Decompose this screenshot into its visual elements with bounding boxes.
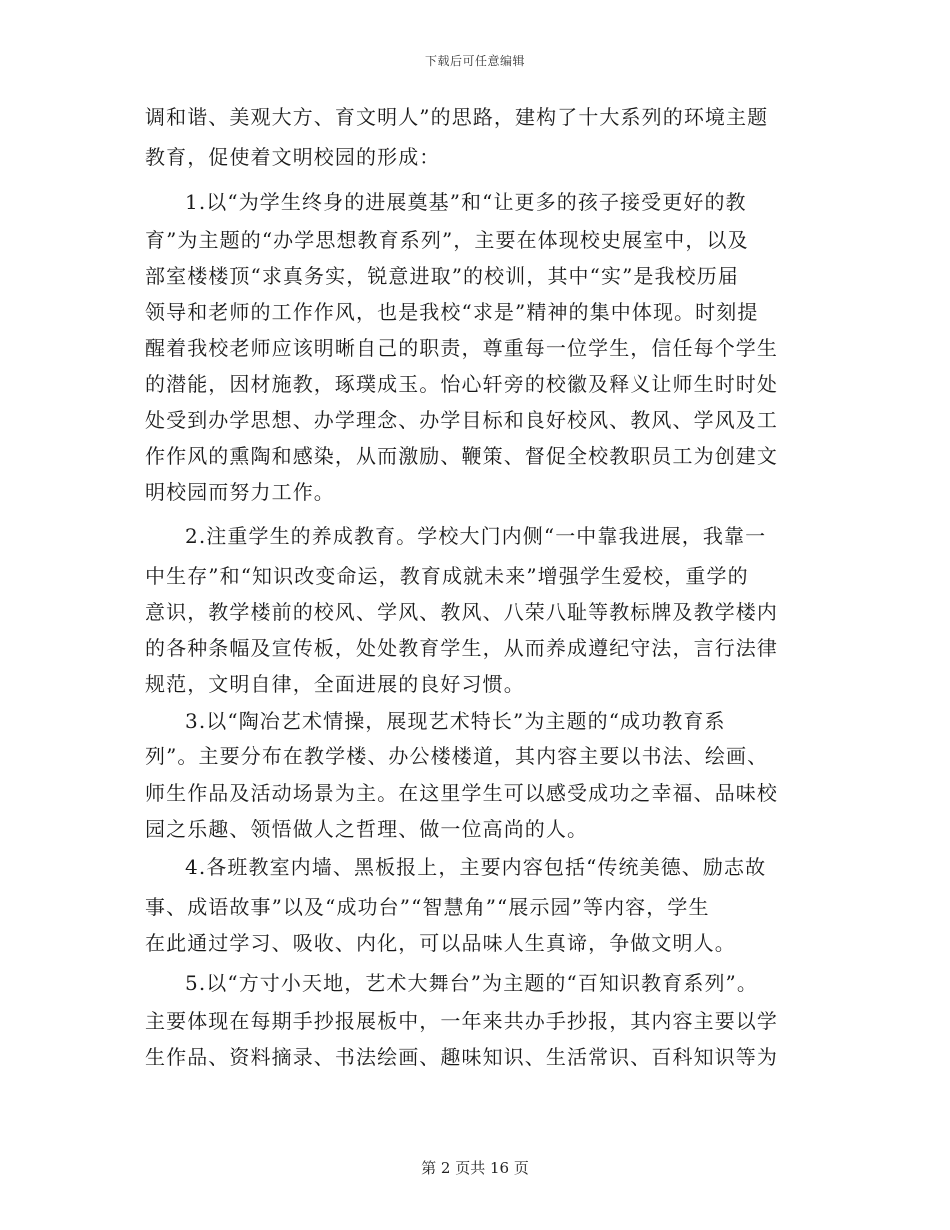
text-line: 中生存”和“知识改变命运，教育成就未来”增强学生爱校，重学的 — [145, 564, 749, 588]
text-line: 教育，促使着文明校园的形成： — [145, 145, 441, 169]
text-line: 生作品、资料摘录、书法绘画、趣味知识、生活常识、百科知识等为 — [145, 1045, 778, 1069]
text-line: 列”。主要分布在教学楼、办公楼楼道，其内容主要以书法、绘画、 — [145, 744, 769, 768]
text-line: 作作风的熏陶和感染，从而激励、鞭策、督促全校教职员工为创建文 — [145, 444, 778, 468]
page-header: 下载后可任意编辑 — [424, 54, 525, 68]
text-line: 的潜能，因材施教，琢璞成玉。怡心轩旁的校徽及释义让师生时时处 — [145, 372, 778, 396]
text-line: 师生作品及活动场景为主。在这里学生可以感受成功之幸福、品味校 — [145, 781, 778, 805]
text-line: 调和谐、美观大方、育文明人”的思路，建构了十大系列的环境主题 — [145, 105, 769, 129]
text-line: 在此通过学习、吸收、内化，可以品味人生真谛，争做文明人。 — [145, 931, 736, 955]
text-line: 育”为主题的“办学思想教育系列”，主要在体现校史展室中，以及 — [145, 228, 749, 252]
text-line: 4.各班教室内墙、黑板报上，主要内容包括“传统美德、励志故 — [185, 855, 767, 879]
text-line: 园之乐趣、领悟做人之哲理、做一位高尚的人。 — [145, 817, 589, 841]
text-line: 领导和老师的工作作风，也是我校“求是”精神的集中体现。时刻提 — [145, 300, 759, 324]
text-line: 1.以“为学生终身的进展奠基”和“让更多的孩子接受更好的教 — [185, 190, 747, 214]
text-line: 主要体现在每期手抄报展板中，一年来共办手抄报，其内容主要以学 — [145, 1009, 778, 1033]
text-line: 意识，教学楼前的校风、学风、教风、八荣八耻等教标牌及教学楼内 — [145, 600, 778, 624]
text-line: 规范，文明自律，全面进展的良好习惯。 — [145, 672, 525, 696]
text-line: 3.以“陶冶艺术情操，展现艺术特长”为主题的“成功教育系 — [185, 709, 726, 733]
text-line: 处受到办学思想、办学理念、办学目标和良好校风、教风、学风及工 — [145, 408, 778, 432]
page-footer: 第 2 页共 16 页 — [421, 1159, 529, 1177]
text-line: 明校园而努力工作。 — [145, 480, 335, 504]
text-line: 醒着我校老师应该明晰自己的职责，尊重每一位学生，信任每个学生 — [145, 336, 778, 360]
text-line: 部室楼楼顶“求真务实，锐意进取”的校训，其中“实”是我校历届 — [145, 264, 739, 288]
text-line: 事、成语故事”以及“成功台”“智慧角”“展示园”等内容，学生 — [145, 895, 710, 919]
text-line: 的各种条幅及宣传板，处处教育学生，从而养成遵纪守法，言行法律 — [145, 636, 778, 660]
text-line: 5.以“方寸小天地，艺术大舞台”为主题的“百知识教育系列”。 — [185, 971, 758, 995]
text-line: 2.注重学生的养成教育。学校大门内侧“一中靠我进展，我靠一 — [185, 524, 767, 548]
